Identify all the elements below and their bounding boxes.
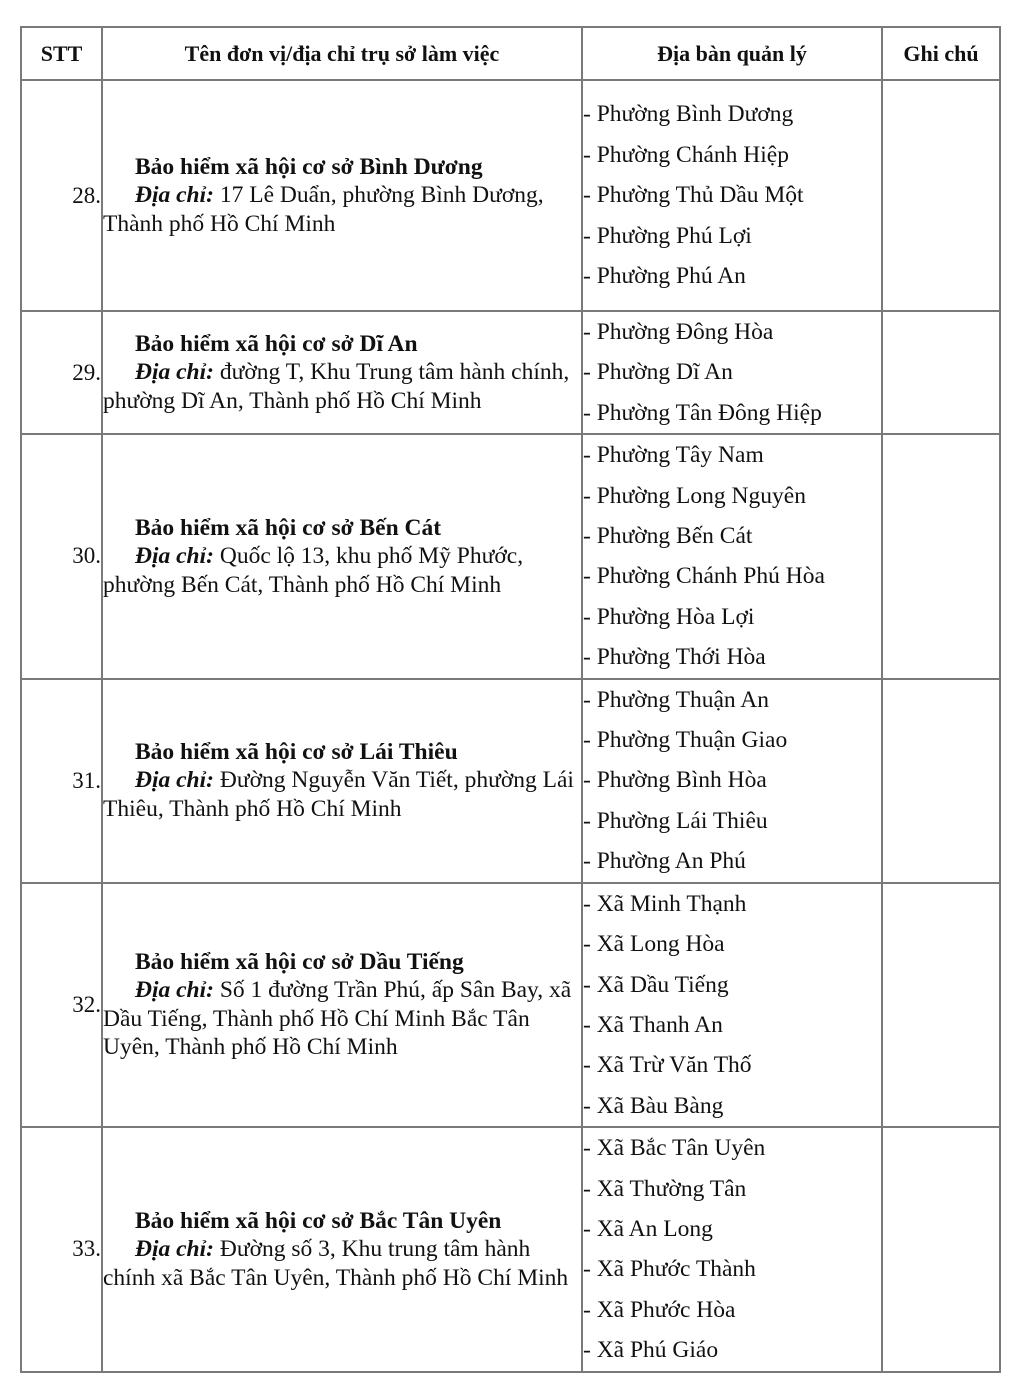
area-item: - Xã Phú Giáo [583,1330,881,1370]
address-label: Địa chỉ: [135,1236,214,1263]
address-label: Địa chỉ: [135,359,214,386]
unit-cell [102,679,582,883]
unit-address [103,766,581,823]
address-text: Đường Nguyễn Văn Tiết, phường Lái Thiêu, Thành phố Hồ Chí Minh [103,767,574,822]
area-list [583,312,881,433]
row-number: 31. [21,679,102,883]
note-cell [882,434,1000,678]
note-cell [882,80,1000,311]
unit-address [103,1235,581,1292]
unit-address [103,358,581,415]
area-item: - Phường Thới Hòa [583,637,881,677]
area-item: - Phường Thuận An [583,680,881,720]
area-item: - Phường Thuận Giao [583,720,881,760]
header-note: Ghi chú [882,27,1000,80]
note-cell [882,311,1000,434]
area-item: - Phường Phú Lợi [583,216,881,256]
area-list [583,94,881,296]
area-item: - Xã Minh Thạnh [583,884,881,924]
area-item: - Phường Chánh Hiệp [583,135,881,175]
address-label: Địa chỉ: [135,767,214,794]
unit-cell [102,1127,582,1371]
area-item: - Phường Phú An [583,256,881,296]
area-item: - Phường Dĩ An [583,352,881,392]
area-item: - Phường Đông Hòa [583,312,881,352]
table-row [21,80,1000,311]
area-cell [582,883,882,1127]
row-number: 32. [21,883,102,1127]
table-row [21,434,1000,678]
address-label: Địa chỉ: [135,543,214,570]
unit-name: Bảo hiểm xã hội cơ sở Bắc Tân Uyên [135,1207,502,1234]
area-list [583,884,881,1126]
unit-address [103,542,581,599]
area-item: - Phường Lái Thiêu [583,801,881,841]
area-list [583,1128,881,1370]
header-unit-address: Tên đơn vị/địa chỉ trụ sở làm việc [102,27,582,80]
area-item: - Phường Long Nguyên [583,476,881,516]
area-item: - Phường Chánh Phú Hòa [583,556,881,596]
area-cell [582,679,882,883]
row-number: 29. [21,311,102,434]
table-row [21,883,1000,1127]
address-text: Quốc lộ 13, khu phố Mỹ Phước, phường Bến Cát, Thành phố Hồ Chí Minh [103,543,524,598]
area-item: - Xã Bàu Bàng [583,1086,881,1126]
area-item: - Phường Hòa Lợi [583,597,881,637]
unit-cell [102,434,582,678]
area-item: - Xã Phước Hòa [583,1290,881,1330]
unit-cell [102,311,582,434]
area-item: - Xã Thanh An [583,1005,881,1045]
address-label: Địa chỉ: [135,977,214,1004]
area-item: - Phường Tây Nam [583,435,881,475]
address-text: Đường số 3, Khu trung tâm hành chính xã Bắc Tân Uyên, Thành phố Hồ Chí Minh [103,1236,569,1291]
unit-name: Bảo hiểm xã hội cơ sở Bến Cát [135,514,442,541]
area-item: - Phường Thủ Dầu Một [583,175,881,215]
office-table [20,26,1001,1373]
table-row [21,679,1000,883]
area-item: - Xã Dầu Tiếng [583,965,881,1005]
area-item: - Xã Long Hòa [583,924,881,964]
address-text: 17 Lê Duẩn, phường Bình Dương, Thành phố Hồ Chí Minh [103,182,544,237]
area-cell [582,1127,882,1371]
note-cell [882,679,1000,883]
area-item: - Phường Bình Dương [583,94,881,134]
table-row [21,1127,1000,1371]
unit-name: Bảo hiểm xã hội cơ sở Bình Dương [135,153,483,180]
table-header-row [21,27,1000,80]
header-stt: STT [21,27,102,80]
area-item: - Phường Bình Hòa [583,760,881,800]
area-cell [582,311,882,434]
area-item: - Xã An Long [583,1209,881,1249]
note-cell [882,883,1000,1127]
unit-address [103,181,581,238]
area-item: - Phường An Phú [583,841,881,881]
area-item: - Xã Bắc Tân Uyên [583,1128,881,1168]
unit-address [103,976,581,1062]
unit-name: Bảo hiểm xã hội cơ sở Lái Thiêu [135,738,458,765]
unit-name: Bảo hiểm xã hội cơ sở Dầu Tiếng [135,948,464,975]
area-item: - Phường Tân Đông Hiệp [583,393,881,433]
address-text: Số 1 đường Trần Phú, ấp Sân Bay, xã Dầu Tiếng, Thành phố Hồ Chí Minh Bắc Tân Uyên, Thành phố Hồ Chí Minh [103,977,572,1061]
header-managed-area: Địa bàn quản lý [582,27,882,80]
row-number: 28. [21,80,102,311]
row-number: 33. [21,1127,102,1371]
unit-cell [102,80,582,311]
unit-name: Bảo hiểm xã hội cơ sở Dĩ An [135,330,418,357]
area-item: - Phường Bến Cát [583,516,881,556]
area-item: - Xã Trừ Văn Thố [583,1045,881,1085]
note-cell [882,1127,1000,1371]
area-cell [582,434,882,678]
row-number: 30. [21,434,102,678]
area-cell [582,80,882,311]
area-list [583,435,881,677]
address-text: đường T, Khu Trung tâm hành chính, phường Dĩ An, Thành phố Hồ Chí Minh [103,359,570,414]
area-item: - Xã Thường Tân [583,1169,881,1209]
unit-cell [102,883,582,1127]
address-label: Địa chỉ: [135,182,214,209]
table-row [21,311,1000,434]
area-list [583,680,881,882]
area-item: - Xã Phước Thành [583,1249,881,1289]
